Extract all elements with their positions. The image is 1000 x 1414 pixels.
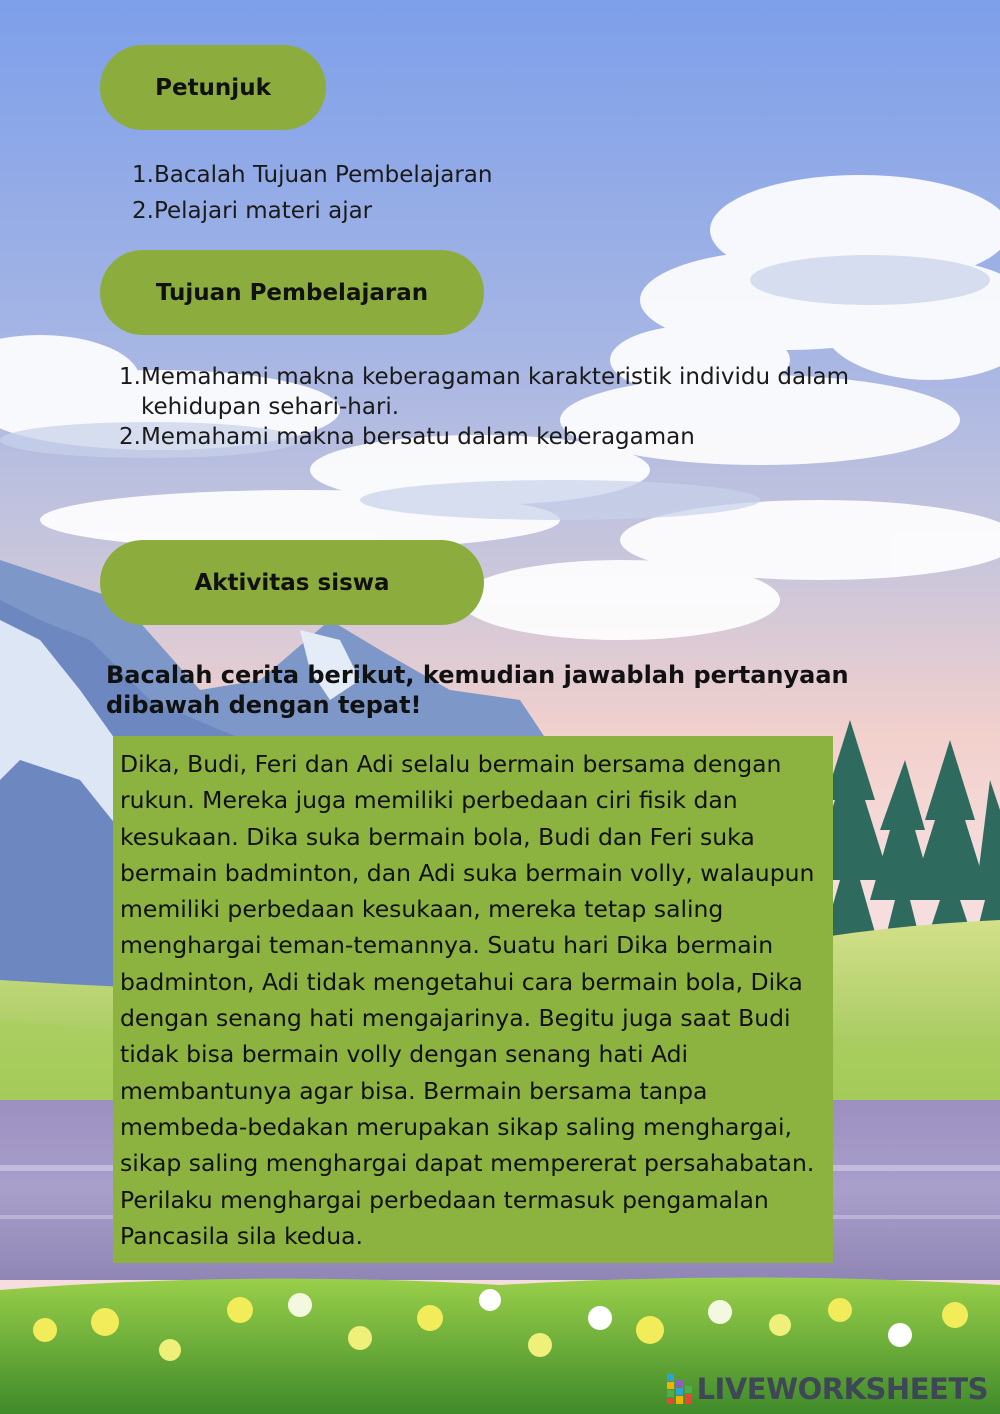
list-number: 1. (132, 162, 154, 188)
list-item (132, 157, 492, 193)
tujuan-list (119, 362, 879, 452)
list-number: 2. (119, 424, 141, 450)
list-number: 2. (132, 198, 154, 224)
liveworksheets-logo-icon (667, 1374, 693, 1404)
petunjuk-list (132, 157, 492, 229)
liveworksheets-brand (667, 1372, 988, 1406)
aktivitas-instruction: Bacalah cerita berikut, kemudian jawablah pertanyaan dibawah dengan tepat! (106, 661, 849, 719)
petunjuk-header (100, 45, 326, 130)
tujuan-title: Tujuan Pembelajaran (155, 279, 429, 306)
tujuan-header (100, 250, 484, 335)
list-text: Memahami makna keberagaman karakteristik individu dalam kehidupan sehari-hari. (140, 364, 850, 420)
petunjuk-title: Petunjuk (155, 74, 271, 101)
list-item (132, 193, 492, 229)
list-text: Pelajari materi ajar (153, 198, 373, 224)
list-text: Bacalah Tujuan Pembelajaran (153, 162, 493, 188)
list-text: Memahami makna bersatu dalam keberagaman (140, 424, 695, 450)
brand-name: LIVEWORKSHEETS (696, 1372, 988, 1406)
list-number: 1. (119, 364, 141, 390)
story-text: Dika, Budi, Feri dan Adi selalu bermain bersama dengan rukun. Mereka juga memiliki perbedaan ciri fisik dan kesukaan. Dika suka bermain bola, Budi dan Feri suka bermain badminton, dan Adi suka bermain volly, walaupun memiliki perbedaan kesukaan, mereka tetap saling menghargai teman-temannya. Suatu hari Dika bermain badminton, Adi tidak mengetahui cara bermain bola, Dika dengan senang hati mengajarinya. Begitu juga saat Budi tidak bisa bermain volly dengan senang hati Adi membantunya agar bisa. Bermain bersama tanpa membeda-bedakan merupakan sikap saling menghargai, sikap saling menghargai dapat mempererat persahabatan. Perilaku menghargai perbedaan termasuk pengamalan Pancasila sila kedua. (120, 750, 815, 1250)
list-item (119, 362, 879, 422)
aktivitas-header (100, 540, 484, 625)
aktivitas-title: Aktivitas siswa (194, 569, 390, 596)
story-text-box (113, 736, 833, 1263)
list-item (119, 422, 879, 452)
